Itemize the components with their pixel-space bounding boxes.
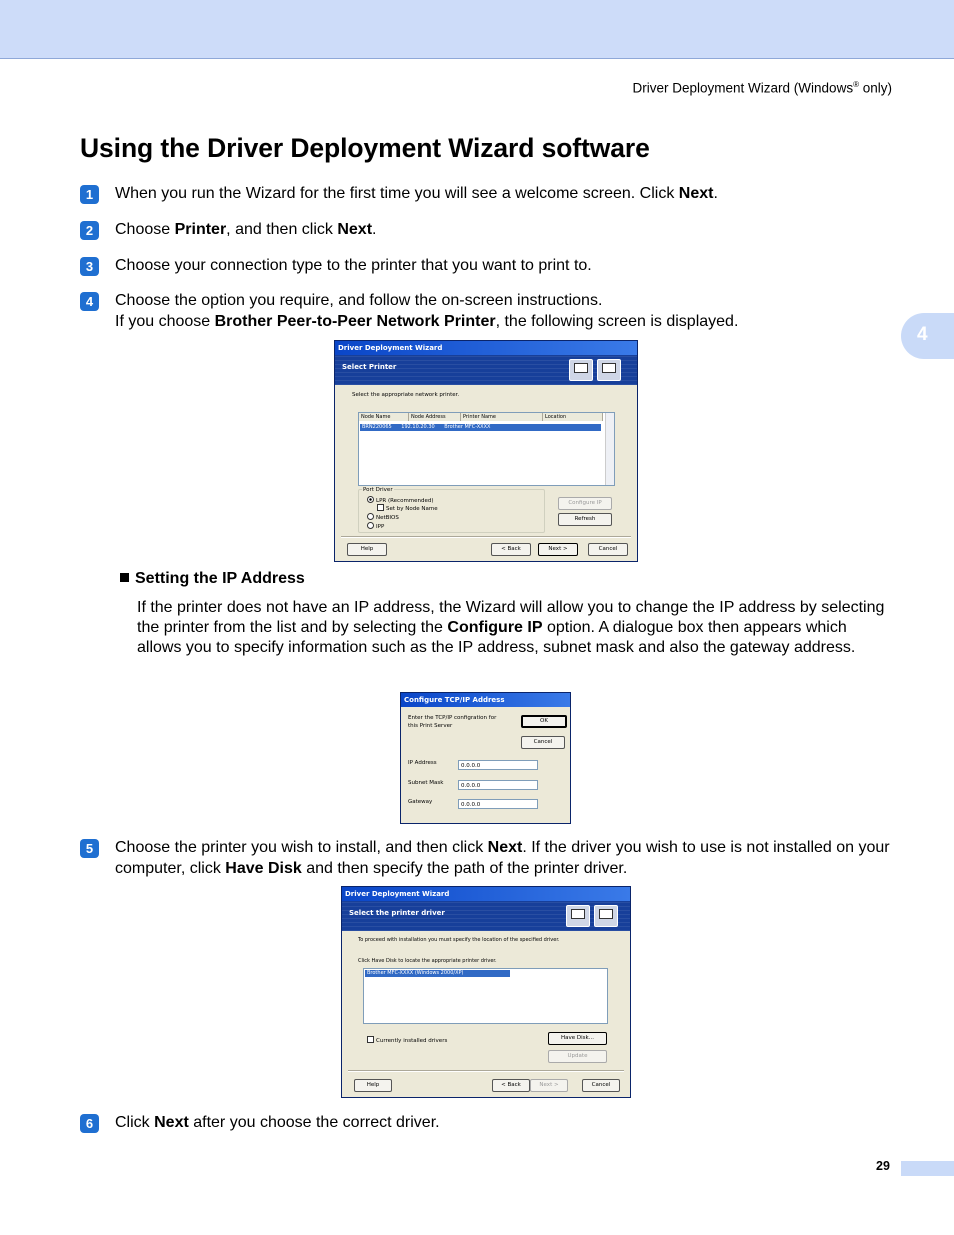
help-button[interactable]: Help (347, 543, 387, 556)
next-button[interactable]: Next > (530, 1079, 568, 1092)
chapter-tab (901, 313, 954, 359)
scrollbar[interactable] (605, 413, 614, 485)
list-item[interactable]: Brother MFC-XXXX (Windows 2000/XP) (365, 970, 510, 977)
select-driver-dialog: Driver Deployment Wizard Select the printer driver To proceed with installation you must specify the location of the specified driver. Click Have Disk to locate the appropriate printer driver. Brother MFC-XXXX (Windows 2000/XP) Currently installed drivers Have Disk... Update Help < Back Next > Cancel (341, 886, 631, 1098)
configure-ip-button[interactable]: Configure IP (558, 497, 612, 510)
ip-address-field[interactable]: 0.0.0.0 (458, 760, 538, 770)
table-row[interactable]: BRN220065 192.10.20.30 Brother MFC-XXXX (360, 424, 601, 431)
bullet-square-icon (120, 573, 129, 582)
printer-icon (566, 905, 590, 927)
subsection-heading: Setting the IP Address (120, 569, 305, 589)
radio-ipp[interactable]: IPP (367, 522, 384, 530)
gateway-field[interactable]: 0.0.0.0 (458, 799, 538, 809)
step-number: 5 (80, 839, 99, 858)
step-number: 4 (80, 292, 99, 311)
driver-list[interactable] (363, 968, 608, 1024)
back-button[interactable]: < Back (491, 543, 531, 556)
page-title: Using the Driver Deployment Wizard software (80, 133, 650, 163)
radio-netbios[interactable]: NetBIOS (367, 513, 399, 521)
checkbox-node-name[interactable]: Set by Node Name (377, 504, 438, 512)
have-disk-button[interactable]: Have Disk... (548, 1032, 607, 1045)
dialog-title: Driver Deployment Wizard (335, 341, 637, 355)
help-button[interactable]: Help (354, 1079, 392, 1092)
subsection-paragraph: If the printer does not have an IP address, the Wizard will allow you to change the IP address by selecting the printer from the list and by selecting the Configure IP option. A dialogue box then appears which allows you to specify information such as the IP address, subnet mask and also the gateway address. (137, 599, 885, 656)
step-number: 6 (80, 1114, 99, 1133)
next-button[interactable]: Next > (538, 543, 578, 556)
divider (341, 536, 631, 538)
cancel-button[interactable]: Cancel (588, 543, 628, 556)
dialog-title: Configure TCP/IP Address (401, 693, 570, 707)
printer-icon (569, 359, 593, 381)
step-number: 3 (80, 257, 99, 276)
update-button[interactable]: Update (548, 1050, 607, 1063)
divider (348, 1070, 624, 1072)
configure-tcpip-dialog: Configure TCP/IP Address Enter the TCP/IP configration for this Print Server OK Cancel IP Address 0.0.0.0 Subnet Mask 0.0.0.0 Gateway 0.0.0.0 (400, 692, 571, 824)
subnet-mask-field[interactable]: 0.0.0.0 (458, 780, 538, 790)
back-button[interactable]: < Back (492, 1079, 530, 1092)
currently-installed-checkbox[interactable]: Currently installed drivers (367, 1036, 447, 1044)
radio-lpr[interactable]: LPR (Recommended) (367, 496, 434, 504)
running-head: Driver Deployment Wizard (Windows® only) (632, 80, 892, 96)
page-number: 29 (876, 1159, 890, 1173)
printer-list[interactable]: Node Name Node Address Printer Name Location BRN220065 192.10.20.30 Brother MFC-XXXX (358, 412, 615, 486)
dialog-title: Driver Deployment Wizard (342, 887, 630, 901)
refresh-button[interactable]: Refresh (558, 513, 612, 526)
header-band (0, 0, 954, 59)
ok-button[interactable]: OK (521, 715, 567, 728)
port-driver-group: Port Driver LPR (Recommended) Set by Node Name NetBIOS IPP (358, 489, 545, 533)
cancel-button[interactable]: Cancel (521, 736, 565, 749)
cancel-button[interactable]: Cancel (582, 1079, 620, 1092)
printer-icon (594, 905, 618, 927)
chapter-number: 4 (917, 324, 928, 345)
printer-icon (597, 359, 621, 381)
step-number: 1 (80, 185, 99, 204)
select-printer-dialog: Driver Deployment Wizard Select Printer Select the appropriate network printer. Node Name Node Address Printer Name Location BRN220065 192.10.20.30 Brother MFC-XXXX Port Driver LPR (Recommended) Set by Node Name NetBIOS IPP Configure IP Refresh Help < Back Next > Cancel (334, 340, 638, 562)
step-number: 2 (80, 221, 99, 240)
page-number-bar (901, 1161, 954, 1176)
dialog-banner: Select the printer driver (342, 901, 630, 931)
dialog-banner: Select Printer (335, 355, 637, 385)
